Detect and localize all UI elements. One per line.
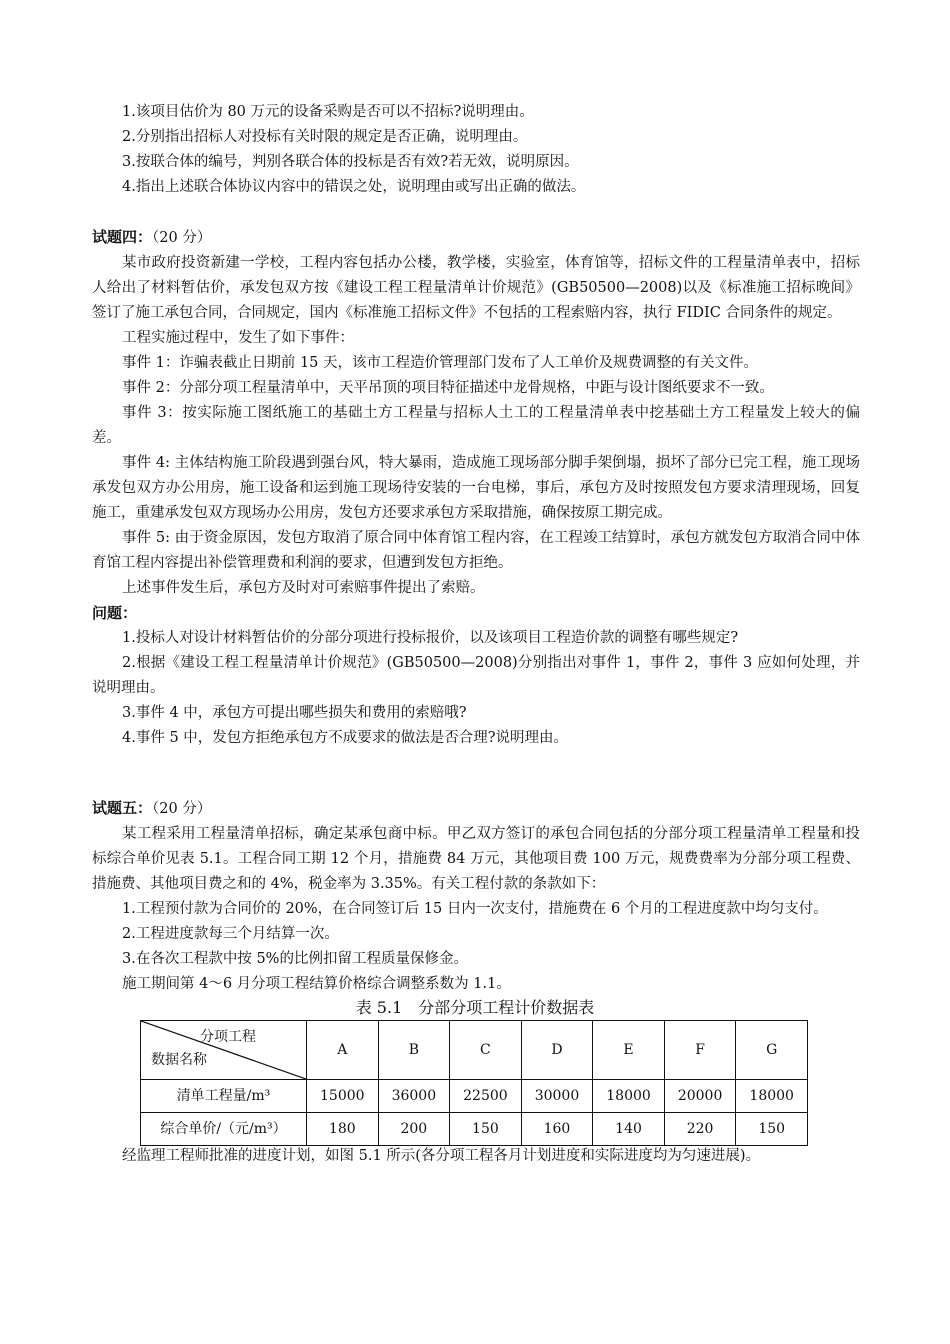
- table-header-row: [141, 1021, 808, 1080]
- q5-section: [92, 796, 860, 997]
- after-table-text: 经监理工程师批准的进度计划，如图 5.1 所示(各分项工程各月计划进度和实际进度均为匀速进展)。: [122, 1148, 761, 1164]
- q5-clause-3: 3.在各次工程款中按 5%的比例扣留工程质量保修金。: [122, 951, 468, 967]
- table-cell: 140: [593, 1113, 665, 1146]
- q4-event-2: 事件 2：分部分项工程量清单中，天平吊顶的项目特征描述中龙骨规格，中距与设计图纸要求不一致。: [122, 380, 774, 396]
- table-row: [141, 1113, 808, 1146]
- column-header: D: [521, 1021, 593, 1080]
- table-row: [141, 1080, 808, 1113]
- q5-clause-2: 2.工程进度款每三个月结算一次。: [122, 926, 339, 942]
- q4-paragraph: 工程实施过程中，发生了如下事件：: [122, 330, 354, 346]
- q5-score: （20 分）: [152, 801, 212, 817]
- intro-question-3: 3.按联合体的编号，判别各联合体的投标是否有效?若无效，说明原因。: [122, 154, 579, 170]
- q4-question-3: 3.事件 4 中，承包方可提出哪些损失和费用的索赔哦?: [122, 705, 467, 721]
- table-cell: 22500: [450, 1080, 522, 1113]
- intro-question-2: 2.分别指出招标人对投标有关时限的规定是否正确，说明理由。: [122, 129, 528, 145]
- column-header: F: [664, 1021, 736, 1080]
- q4-paragraph: 某市政府投资新建一学校，工程内容包括办公楼，教学楼，实验室，体育馆等，招标文件的工程量清单表中，招标人给出了材料暂估价，承发包双方按《建设工程工程量清单计价规范》(GB50500—2008)以及《标准施工招标晚间》签订了施工承包合同，合同规定，国内《标准施工招标文件》不包括的工程索赔内容，执行 FIDIC 合同条件的规定。: [92, 255, 860, 321]
- q4-heading: 试题四：（20 分）: [92, 228, 212, 246]
- row-label: 综合单价/（元/m³）: [141, 1113, 307, 1146]
- column-header: B: [378, 1021, 450, 1080]
- table-corner-cell: [141, 1021, 307, 1080]
- table-cell: 15000: [307, 1080, 379, 1113]
- table-cell: 150: [450, 1113, 522, 1146]
- row-label: 清单工程量/m³: [141, 1080, 307, 1113]
- q5-paragraph: 施工期间第 4～6 月分项工程结算价格综合调整系数为 1.1。: [122, 976, 511, 992]
- q4-questions-heading: 问题：: [92, 604, 138, 622]
- q5-clause-1: 1.工程预付款为合同价的 20%，在合同签订后 15 日内一次支付，措施费在 6 个月的工程进度款中均匀支付。: [122, 901, 828, 917]
- table-cell: 36000: [378, 1080, 450, 1113]
- q4-event-3: 事件 3：按实际施工图纸施工的基础土方工程量与招标人土工的工程量清单表中挖基础土方工程量发上较大的偏差。: [92, 405, 860, 446]
- q4-section: [92, 225, 860, 751]
- table-cell: 150: [736, 1113, 808, 1146]
- corner-bottom-label: 数据名称: [151, 1052, 207, 1068]
- after-table: [92, 1144, 860, 1169]
- intro-question-4: 4.指出上述联合体协议内容中的错误之处，说明理由或写出正确的做法。: [122, 179, 586, 195]
- q4-score: （20 分）: [152, 230, 212, 246]
- column-header: A: [307, 1021, 379, 1080]
- q5-paragraph: 某工程采用工程量清单招标，确定某承包商中标。甲乙双方签订的承包合同包括的分部分项工程量清单工程量和投标综合单价见表 5.1。工程合同工期 12 个月，措施费 84 万元，其他项目费 100 万元，规费费率为分部分项工程费、措施费、其他项目费之和的 4%，税金率为 3.35%。有关工程付款的条款如下：: [92, 826, 860, 892]
- column-header: G: [736, 1021, 808, 1080]
- table-cell: 18000: [736, 1080, 808, 1113]
- column-header: E: [593, 1021, 665, 1080]
- table-cell: 30000: [521, 1080, 593, 1113]
- intro-question-1: 1.该项目估价为 80 万元的设备采购是否可以不招标?说明理由。: [122, 104, 534, 120]
- q4-question-1: 1.投标人对设计材料暂估价的分部分项进行投标报价，以及该项目工程造价款的调整有哪些规定?: [122, 630, 739, 646]
- q4-question-2: 2.根据《建设工程工程量清单计价规范》(GB50500—2008)分别指出对事件 1，事件 2，事件 3 应如何处理，并说明理由。: [92, 655, 860, 696]
- pricing-table: [140, 1020, 808, 1146]
- intro-questions: [92, 100, 860, 200]
- column-header: C: [450, 1021, 522, 1080]
- q5-heading: 试题五：（20 分）: [92, 799, 212, 817]
- q4-paragraph: 上述事件发生后，承包方及时对可索赔事件提出了索赔。: [122, 580, 485, 596]
- q4-question-4: 4.事件 5 中，发包方拒绝承包方不成要求的做法是否合理?说明理由。: [122, 730, 569, 746]
- table-cell: 180: [307, 1113, 379, 1146]
- table-cell: 220: [664, 1113, 736, 1146]
- corner-top-label: 分项工程: [200, 1029, 256, 1045]
- q4-event-5: 事件 5: 由于资金原因，发包方取消了原合同中体育馆工程内容，在工程竣工结算时，承包方就发包方取消合同中体育馆工程内容提出补偿管理费和利润的要求，但遭到发包方拒绝。: [92, 530, 860, 571]
- q4-event-4: 事件 4: 主体结构施工阶段遇到强台风，特大暴雨，造成施工现场部分脚手架倒塌，损坏了部分已完工程，施工现场承发包双方办公用房，施工设备和运到施工现场待安装的一台电梯，事后，承包方及时按照发包方要求清理现场，回复施工，重建承发包双方现场办公用房，发包方还要求承包方采取措施，确保按原工期完成。: [92, 455, 860, 521]
- table-cell: 20000: [664, 1080, 736, 1113]
- q4-event-1: 事件 1：诈骗表截止日期前 15 天，该市工程造价管理部门发布了人工单价及规费调整的有关文件。: [122, 355, 758, 371]
- table-cell: 200: [378, 1113, 450, 1146]
- table-cell: 18000: [593, 1080, 665, 1113]
- table-cell: 160: [521, 1113, 593, 1146]
- table-caption: 表 5.1 分部分项工程计价数据表: [355, 998, 595, 1017]
